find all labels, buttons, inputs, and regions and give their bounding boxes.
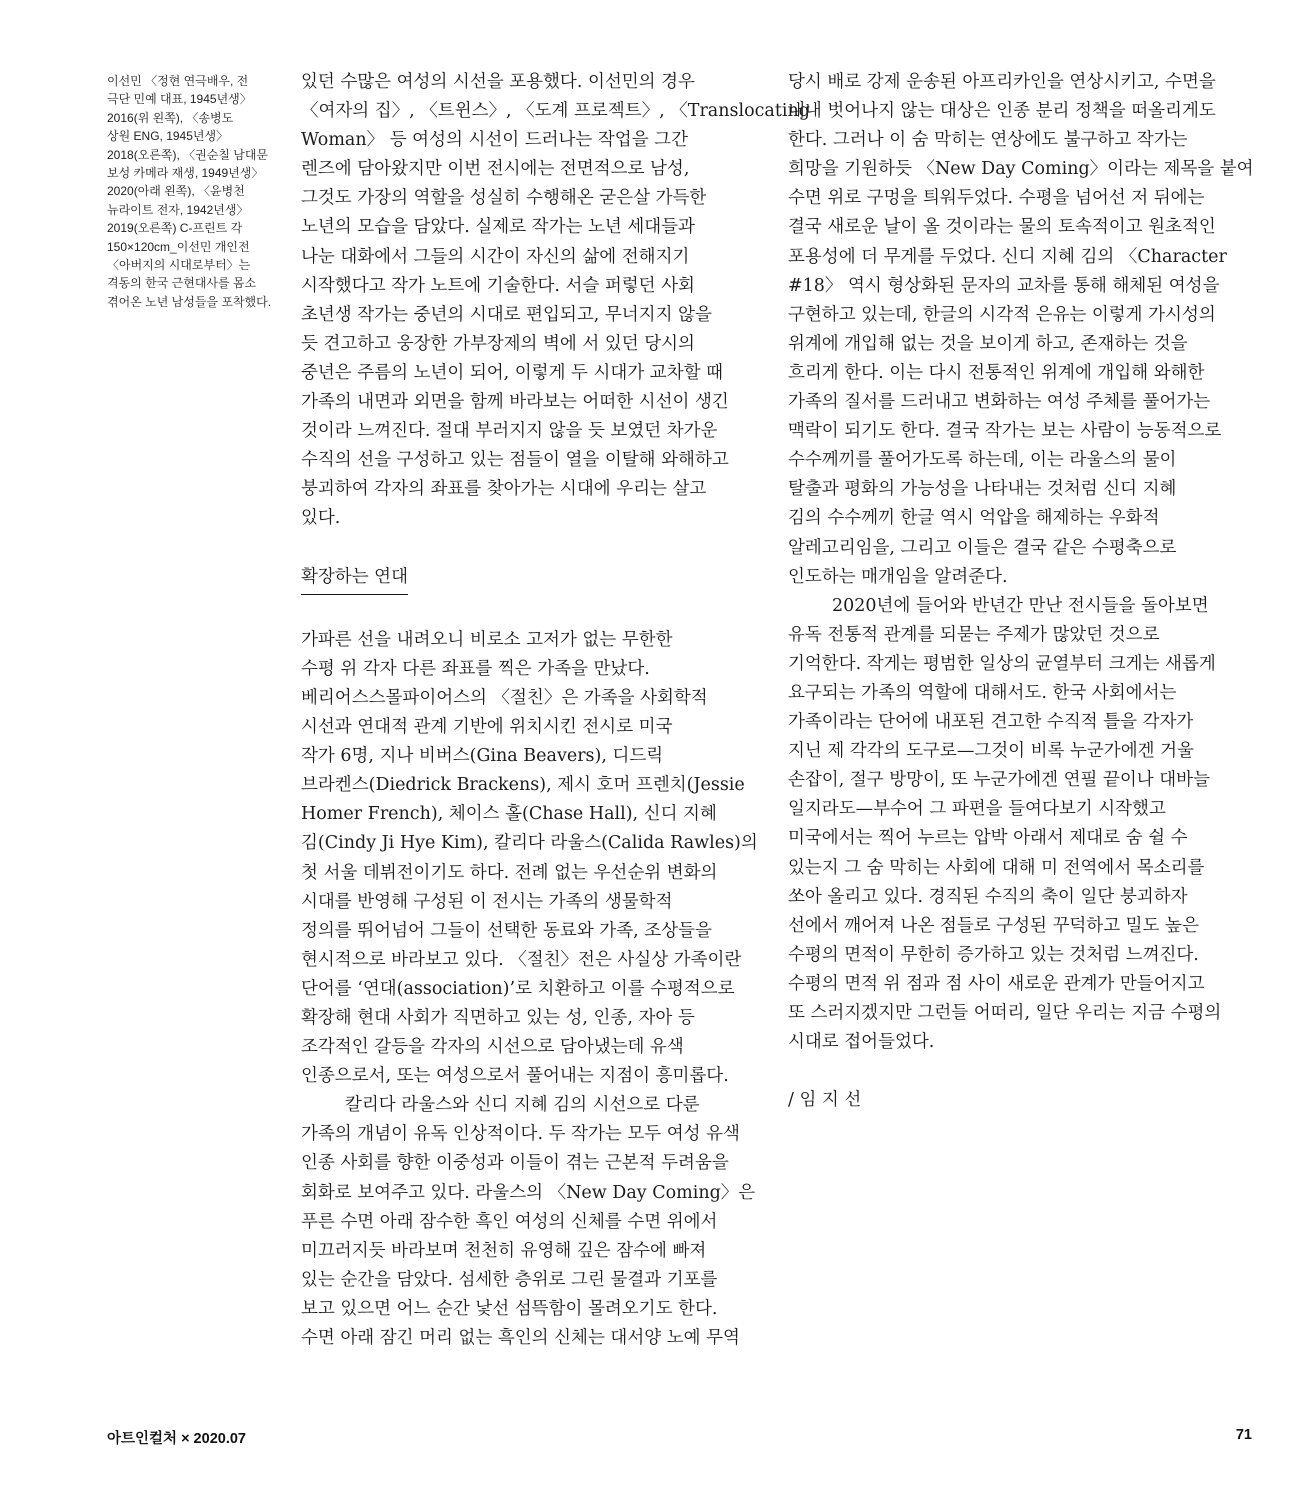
text-line: 시대로 접어들었다.: [788, 1032, 935, 1053]
text-line: 붕괴하여 각자의 좌표를 찾아가는 시대에 우리는 살고: [301, 479, 707, 500]
text-line: 수평의 면적 위 점과 점 사이 새로운 관계가 만들어지고: [788, 973, 1205, 994]
text-line: 가족이라는 단어에 내포된 견고한 수직적 틀을 각자가: [788, 712, 1194, 733]
text-line: Woman〉 등 여성의 시선이 드러나는 작업을 그간: [301, 130, 688, 151]
paragraph: [301, 1091, 771, 1353]
text-line: 인종으로서, 또는 여성으로서 풀어내는 지점이 흥미롭다.: [301, 1066, 729, 1087]
caption-line: 상원 ENG, 1945년생〉: [107, 129, 229, 144]
caption-line: 2019(오른쪽) C-프린트 각: [107, 221, 243, 236]
text-line: 수평 위 각자 다른 좌표를 찍은 가족을 만났다.: [301, 658, 650, 679]
text-line: 2020년에 들어와 반년간 만난 전시들을 돌아보면: [832, 595, 1209, 616]
text-line: 가족의 질서를 드러내고 변화하는 여성 주체를 풀어가는: [788, 392, 1211, 413]
text-line: 브라켄스(Diedrick Brackens), 제시 호머 프렌치(Jessie: [301, 775, 745, 796]
text-line: 칼리다 라울스와 신디 지혜 김의 시선으로 다룬: [345, 1095, 700, 1116]
caption-line: 겪어온 노년 남성들을 포착했다.: [107, 294, 272, 309]
text-line: 손잡이, 절구 방망이, 또 누군가에겐 연필 끝이나 대바늘: [788, 770, 1210, 791]
text-line: 시선과 연대적 관계 기반에 위치시킨 전시로 미국: [301, 717, 673, 738]
text-line: 시대를 반영해 구성된 이 전시는 가족의 생물학적: [301, 891, 673, 912]
text-line: 수수께끼를 풀어가도록 하는데, 이는 라울스의 물이: [788, 450, 1177, 471]
caption-line: 150×120cm_이선민 개인전: [107, 239, 250, 254]
text-line: 포용성에 더 무게를 두었다. 신디 지혜 김의 〈Character: [788, 246, 1227, 267]
publication-footer: 아트인컬처 × 2020.07: [107, 1431, 246, 1447]
text-line: 푸른 수면 아래 잠수한 흑인 여성의 신체를 수면 위에서: [301, 1211, 718, 1232]
text-line: 것이라 느껴진다. 절대 부러지지 않을 듯 보였던 차가운: [301, 421, 718, 442]
text-line: 있는 순간을 담았다. 섬세한 층위로 그린 물결과 기포를: [301, 1269, 718, 1290]
text-line: 초년생 작가는 중년의 시대로 편입되고, 무너지지 않을: [301, 304, 712, 325]
text-line: 한다. 그러나 이 숨 막히는 연상에도 불구하고 작가는: [788, 130, 1188, 151]
text-line: 일지라도—부수어 그 파편을 들여다보기 시작했고: [788, 799, 1166, 820]
caption-line: 이선민 〈정현 연극배우, 전: [107, 74, 249, 88]
text-line: 탈출과 평화의 가능성을 나타내는 것처럼 신디 지혜: [788, 479, 1177, 500]
caption-line: 〈아버지의 시대로부터〉는: [107, 258, 251, 273]
text-line: 가족의 개념이 유독 인상적이다. 두 작가는 모두 여성 유색: [301, 1124, 740, 1145]
text-line: 김(Cindy Ji Hye Kim), 칼리다 라울스(Calida Rawles)의: [301, 833, 758, 854]
text-line: 나눈 대화에서 그들의 시간이 자신의 삶에 전해지기: [301, 246, 690, 267]
text-line: 선에서 깨어져 나온 점들로 구성된 꾸덕하고 밀도 높은: [788, 915, 1199, 936]
text-line: 조각적인 갈등을 각자의 시선으로 담아냈는데 유색: [301, 1037, 684, 1058]
text-line: 내내 벗어나지 않는 대상은 인종 분리 정책을 떠올리게도: [788, 101, 1216, 122]
text-line: 렌즈에 담아왔지만 이번 전시에는 전면적으로 남성,: [301, 159, 690, 180]
caption-line: 보성 카메라 재생, 1949년생〉: [107, 166, 264, 181]
text-line: #18〉 역시 형상화된 문자의 교차를 통해 해체된 여성을: [788, 275, 1220, 296]
text-line: 김의 수수께끼 한글 역시 억압을 해제하는 우화적: [788, 508, 1160, 529]
paragraph: [788, 68, 1268, 592]
image-caption: [107, 72, 289, 311]
text-line: 가족의 내면과 외면을 함께 바라보는 어떠한 시선이 생긴: [301, 392, 729, 413]
text-line: 보고 있으면 어느 순간 낯선 섬뜩함이 몰려오기도 한다.: [301, 1298, 718, 1319]
caption-line: 격동의 한국 근현대사를 몸소: [107, 276, 257, 291]
text-line: 흐리게 한다. 이는 다시 전통적인 위계에 개입해 와해한: [788, 362, 1205, 383]
text-line: 있던 수많은 여성의 시선을 포용했다. 이선민의 경우: [301, 72, 695, 92]
text-line: 확장해 현대 사회가 직면하고 있는 성, 인종, 자아 등: [301, 1008, 695, 1028]
text-line: 현시적으로 바라보고 있다. 〈절친〉전은 사실상 가족이란: [301, 949, 742, 970]
text-line: 인도하는 매개임을 알려준다.: [788, 566, 1008, 587]
text-line: 미국에서는 찍어 누르는 압박 아래서 제대로 숨 쉴 수: [788, 828, 1188, 849]
text-line: 위계에 개입해 없는 것을 보이게 하고, 존재하는 것을: [788, 333, 1188, 354]
author-byline: / 임 지 선: [788, 1090, 862, 1111]
text-line: 알레고리임을, 그리고 이들은 결국 같은 수평축으로: [788, 537, 1177, 558]
text-line: 단어를 ‘연대(association)’로 치환하고 이를 수평적으로: [301, 978, 735, 999]
text-line: 인종 사회를 향한 이중성과 이들이 겪는 근본적 두려움을: [301, 1153, 729, 1174]
text-line: 있는지 그 숨 막히는 사회에 대해 미 전역에서 목소리를: [788, 857, 1205, 878]
caption-line: 2020(아래 왼쪽), 〈윤병천: [107, 184, 245, 199]
text-line: 구현하고 있는데, 한글의 시각적 은유는 이렇게 가시성의: [788, 304, 1216, 325]
caption-line: 2016(위 왼쪽), 〈송병도: [107, 110, 234, 125]
text-line: 지닌 제 각각의 도구로—그것이 비록 누군가에겐 거울: [788, 741, 1194, 762]
text-line: Homer French), 체이스 홀(Chase Hall), 신디 지혜: [301, 804, 717, 825]
caption-line: 극단 민예 대표, 1945년생〉: [107, 92, 252, 107]
text-line: 미끄러지듯 바라보며 천천히 유영해 깊은 잠수에 빠져: [301, 1240, 707, 1261]
text-line: 듯 견고하고 웅장한 가부장제의 벽에 서 있던 당시의: [301, 333, 695, 354]
paragraph: [788, 592, 1268, 1058]
text-line: 〈여자의 집〉, 〈트윈스〉, 〈도계 프로젝트〉, 〈Translocating: [301, 101, 810, 122]
text-line: 수직의 선을 구성하고 있는 점들이 열을 이탈해 와해하고: [301, 450, 729, 471]
text-line: 쏘아 올리고 있다. 경직된 수직의 축이 일단 붕괴하자: [788, 886, 1188, 907]
text-line: 노년의 모습을 담았다. 실제로 작가는 노년 세대들과: [301, 217, 695, 238]
text-line: 맥락이 되기도 한다. 결국 작가는 보는 사람이 능동적으로: [788, 421, 1222, 442]
text-line: 희망을 기원하듯 〈New Day Coming〉이라는 제목을 붙여: [788, 159, 1254, 180]
text-line: 베리어스스몰파이어스의 〈절친〉은 가족을 사회학적: [301, 687, 708, 708]
paragraph: [301, 626, 771, 1092]
middle-text-column: [301, 68, 810, 1353]
text-line: 회화로 보여주고 있다. 라울스의 〈New Day Coming〉은: [301, 1182, 756, 1203]
text-line: 유독 전통적 관계를 되묻는 주제가 많았던 것으로: [788, 624, 1160, 645]
text-line: 중년은 주름의 노년이 되어, 이렇게 두 시대가 교차할 때: [301, 362, 723, 383]
text-line: 있다.: [301, 508, 341, 529]
text-line: 시작했다고 작가 노트에 기술한다. 서슬 퍼렇던 사회: [301, 275, 695, 296]
paragraph: [301, 68, 810, 534]
text-line: 요구되는 가족의 역할에 대해서도. 한국 사회에서는: [788, 682, 1177, 703]
caption-line: 뉴라이트 전자, 1942년생〉: [107, 202, 249, 217]
section-heading: 확장하는 연대: [301, 563, 408, 595]
page-number: 71: [1235, 1427, 1252, 1443]
text-line: 작가 6명, 지나 비버스(Gina Beavers), 디드릭: [301, 746, 664, 767]
text-line: 당시 배로 강제 운송된 아프리카인을 연상시키고, 수면을: [788, 72, 1216, 92]
text-line: 수면 위로 구멍을 틔워두었다. 수평을 넘어선 저 뒤에는: [788, 188, 1205, 209]
text-line: 기억한다. 작게는 평범한 일상의 균열부터 크게는 새롭게: [788, 653, 1216, 674]
text-line: 정의를 뛰어넘어 그들이 선택한 동료와 가족, 조상들을: [301, 920, 712, 941]
right-text-column: [788, 68, 1268, 1115]
text-line: 가파른 선을 내려오니 비로소 고저가 없는 무한한: [301, 629, 673, 650]
text-line: 첫 서울 데뷔전이기도 하다. 전례 없는 우선순위 변화의: [301, 862, 718, 883]
text-line: 결국 새로운 날이 올 것이라는 물의 토속적이고 원초적인: [788, 217, 1216, 238]
text-line: 수면 아래 잠긴 머리 없는 흑인의 신체는 대서양 노예 무역: [301, 1328, 740, 1349]
text-line: 수평의 면적이 무한히 증가하고 있는 것처럼 느껴진다.: [788, 944, 1199, 965]
text-line: 또 스러지겠지만 그런들 어떠리, 일단 우리는 지금 수평의: [788, 1003, 1222, 1023]
text-line: 그것도 가장의 역할을 성실히 수행해온 굳은살 가득한: [301, 188, 707, 209]
caption-line: 2018(오른쪽), 〈권순칠 남대문: [107, 147, 269, 162]
